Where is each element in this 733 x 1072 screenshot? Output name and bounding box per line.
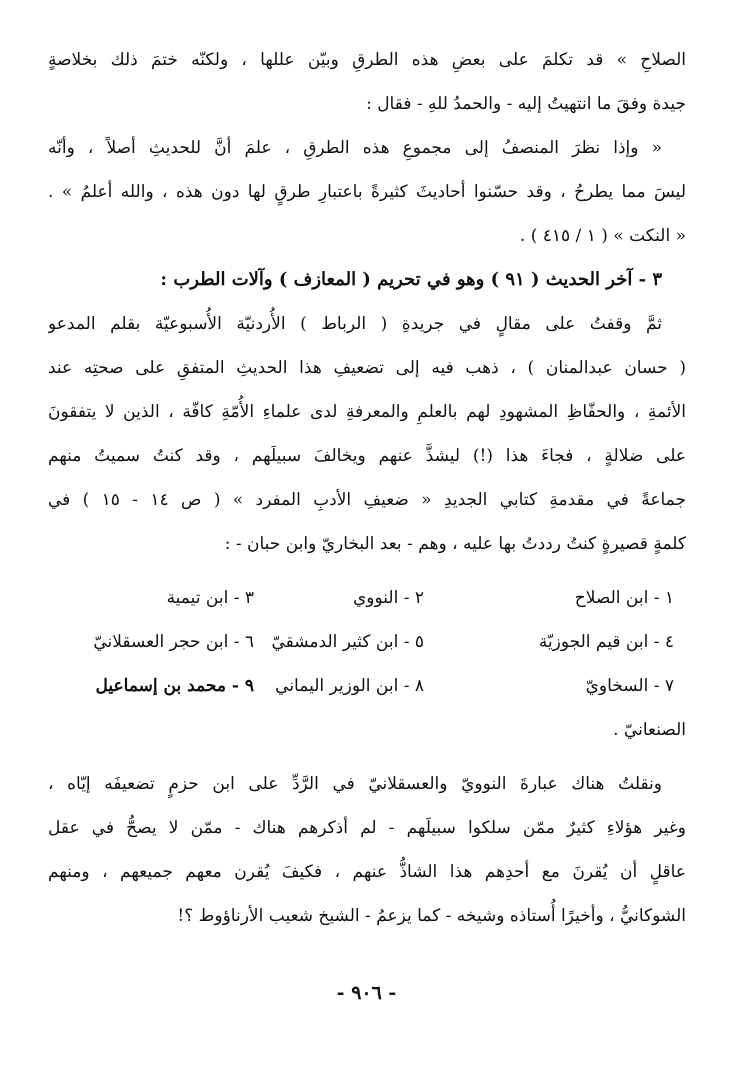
paragraph-2-line-2: ( حسان عبدالمنان ) ، ذهب فيه إلى تضعيفِ هذا الحديثِ المتفقِ على صحتِه عند xyxy=(48,358,686,378)
list-item: ٢ - النووي xyxy=(352,588,424,608)
quote-citation: « النكت » ( ١ / ٤١٥ ) . xyxy=(519,226,686,246)
paragraph-2-line-6: كلمةٍ قصيرةٍ كنتُ رددتُ بها عليه ، وهم - بعد البخاريّ وابن حبان - : xyxy=(224,534,686,554)
paragraph-2-line-1: ثمَّ وقفتُ على مقالٍ في جريدةِ ( الرباط ) الأُردنيّة الأُسبوعيّة بقلم المدعو xyxy=(48,314,662,334)
list-item: ٩ - محمد بن إسماعيل xyxy=(95,676,254,696)
paragraph-1-line-2: جيدة وفقَ ما انتهيتُ إليه - والحمدُ للهِ - فقال : xyxy=(366,94,686,114)
paragraph-3-line-1: ونقلتُ هناك عبارةَ النوويّ والعسقلانيّ في الرَّدِّ على ابن حزمٍ تضعيفَه إيّاه ، xyxy=(48,774,662,794)
paragraph-3-line-3: عاقلٍ أن يُقرنَ مع أحدِهم هذا الشاذُّ عنهم ، فكيفَ يُقرن معهم جميعهم ، ومنهم xyxy=(48,862,686,882)
list-item: ٣ - ابن تيمية xyxy=(166,588,254,608)
spacer xyxy=(48,752,686,762)
document-page xyxy=(48,38,686,1038)
page-number: - ٩٠٦ - xyxy=(336,982,397,1004)
list-item: ٤ - ابن قيم الجوزيّة xyxy=(538,632,674,652)
paragraph-2-line-3: الأئمةِ ، والحفّاظِ المشهودِ لهم بالعلمِ والمعرفةِ لدى علماءِ الأُمّةِ كافّة ، الذين لا يتفقونَ xyxy=(48,402,686,422)
paragraph-2-line-5: جماعةً في مقدمةِ كتابي الجديدِ « ضعيفِ الأدبِ المفرد » ( ص ١٤ - ١٥ ) في xyxy=(48,490,686,510)
list-item: ٦ - ابن حجر العسقلانيّ xyxy=(93,632,254,652)
quote-line-2: ليسَ مما يطرحُ ، وقد حسّنوا أحاديثَ كثيرةً باعتبارِ طرقٍ لها دون هذه ، والله أعلمُ » . xyxy=(48,182,686,202)
list-item: ٨ - ابن الوزير اليماني xyxy=(275,676,424,696)
names-list-row xyxy=(48,620,686,664)
list-item: ٧ - السخاويّ xyxy=(585,676,674,696)
paragraph-2-line-4: على ضلالةٍ ، فجاءَ هذا (!) ليشذَّ عنهم ويخالفَ سبيلَهم ، وقد كنتُ سميتُ منهم xyxy=(48,446,686,466)
names-list-row xyxy=(48,576,686,620)
paragraph-1-line-1: الصلاحِ » قد تكلمَ على بعضِ هذه الطرقِ وبيّن عللها ، ولكنّه ختمَ ذلك بخلاصةٍ xyxy=(48,50,686,70)
names-list-row xyxy=(48,664,686,708)
paragraph-3-line-2: وغير هؤلاءِ كثيرٌ ممّن سلكوا سبيلَهم - لم أذكرهم هناك - ممّن لا يصحُّ في عقل xyxy=(48,818,686,838)
list-item: ١ - ابن الصلاح xyxy=(574,588,674,608)
spacer xyxy=(48,566,686,576)
paragraph-3-line-4: الشوكانيُّ ، وأخيرًا أُستاذه وشيخه - كما يزعمُ - الشيخ شعيب الأرناؤوط ؟! xyxy=(177,906,686,926)
list-item: ٥ - ابن كثير الدمشقيّ xyxy=(271,632,424,652)
list-continuation: الصنعانيّ . xyxy=(613,720,686,740)
section-heading: ٣ - آخر الحديث ( ٩١ ) وهو في تحريم ( المعازف ) وآلات الطرب : xyxy=(160,269,662,290)
quote-line-1: « وإذا نظرَ المنصفُ إلى مجموعِ هذه الطرقِ ، علمَ أنَّ للحديثِ أصلاً ، وأنّه xyxy=(48,138,662,158)
